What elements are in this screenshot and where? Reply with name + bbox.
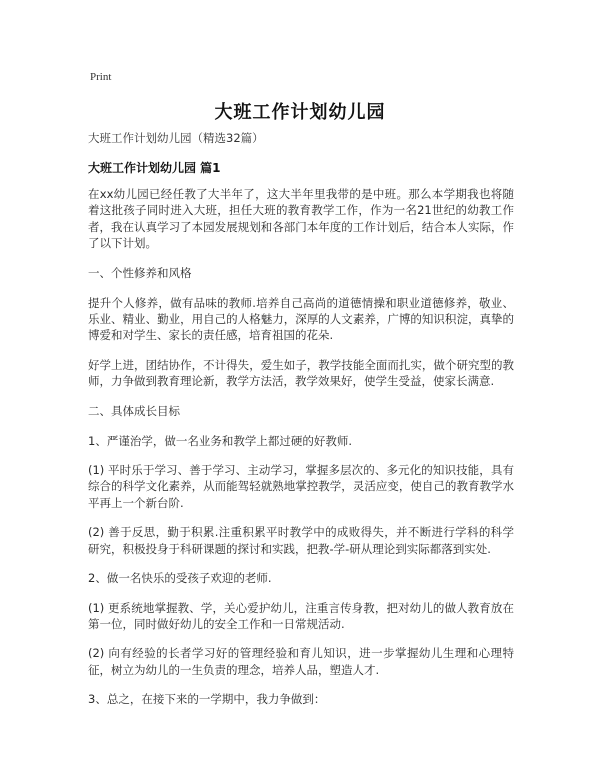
goal-1-item-1: (1) 平时乐于学习、善于学习、主动学习，掌握多层次的、多元化的知识技能，具有综合的科学文化素养，从而能驾轻就熟地掌控教学，灵活应变，使自己的教育教学水平再上一个新台阶.	[88, 463, 514, 510]
page-title: 大班工作计划幼儿园	[214, 102, 386, 123]
section-heading-2: 二、具体成长目标	[88, 403, 180, 418]
goal-3: 3、总之，在接下来的一学期中，我力争做到：	[88, 692, 326, 707]
goal-2: 2、做一名快乐的受孩子欢迎的老师.	[88, 571, 272, 586]
goal-1: 1、严谨治学，做一名业务和教学上都过硬的好教师.	[88, 433, 352, 448]
paragraph-1: 提升个人修养，做有品味的教师.培养自己高尚的道德情操和职业道德修养，敬业、乐业、精业、勤业，用自己的人格魅力，深厚的人文素养，广博的知识积淀，真挚的博爱和对学生、家长的责任感，培育祖国的花朵.	[88, 295, 514, 343]
article-heading: 大班工作计划幼儿园 篇1	[88, 161, 221, 175]
goal-2-item-1: (1) 更系统地掌握教、学，关心爱护幼儿，注重言传身教，把对幼儿的做人教育放在第一位，同时做好幼儿的安全工作和一日常规活动.	[88, 600, 514, 631]
document-body	[88, 130, 514, 721]
goal-2-item-2: (2) 向有经验的长者学习好的管理经验和育儿知识，进一步掌握幼儿生理和心理特征，树立为幼儿的一生负责的理念，培养人品，塑造人才.	[88, 646, 514, 677]
goal-1-item-2: (2) 善于反思，勤于积累.注重积累平时教学中的成败得失，并不断进行学科的科学研究，积极投身于科研课题的探讨和实践，把教-学-研从理论到实际都落到实处.	[88, 525, 514, 556]
document-subtitle: 大班工作计划幼儿园（精选32篇）	[88, 131, 264, 145]
print-label: Print	[90, 71, 112, 83]
section-heading-1: 一、个性修养和风格	[88, 265, 192, 280]
paragraph-2: 好学上进，团结协作，不计得失，爱生如子，教学技能全面而扎实，做个研究型的教师，力争做到教育理论新，教学方法活，教学效果好，使学生受益，使家长满意.	[88, 357, 514, 389]
intro-paragraph: 在xx幼儿园已经任教了大半年了，这大半年里我带的是中班。那么本学期我也将随着这批孩子同时进入大班，担任大班的教育教学工作，作为一名21世纪的幼教工作者，我在认真学习了本园发展规划和各部门本年度的工作计划后，结合本人实际，作了以下计划。	[88, 187, 514, 251]
